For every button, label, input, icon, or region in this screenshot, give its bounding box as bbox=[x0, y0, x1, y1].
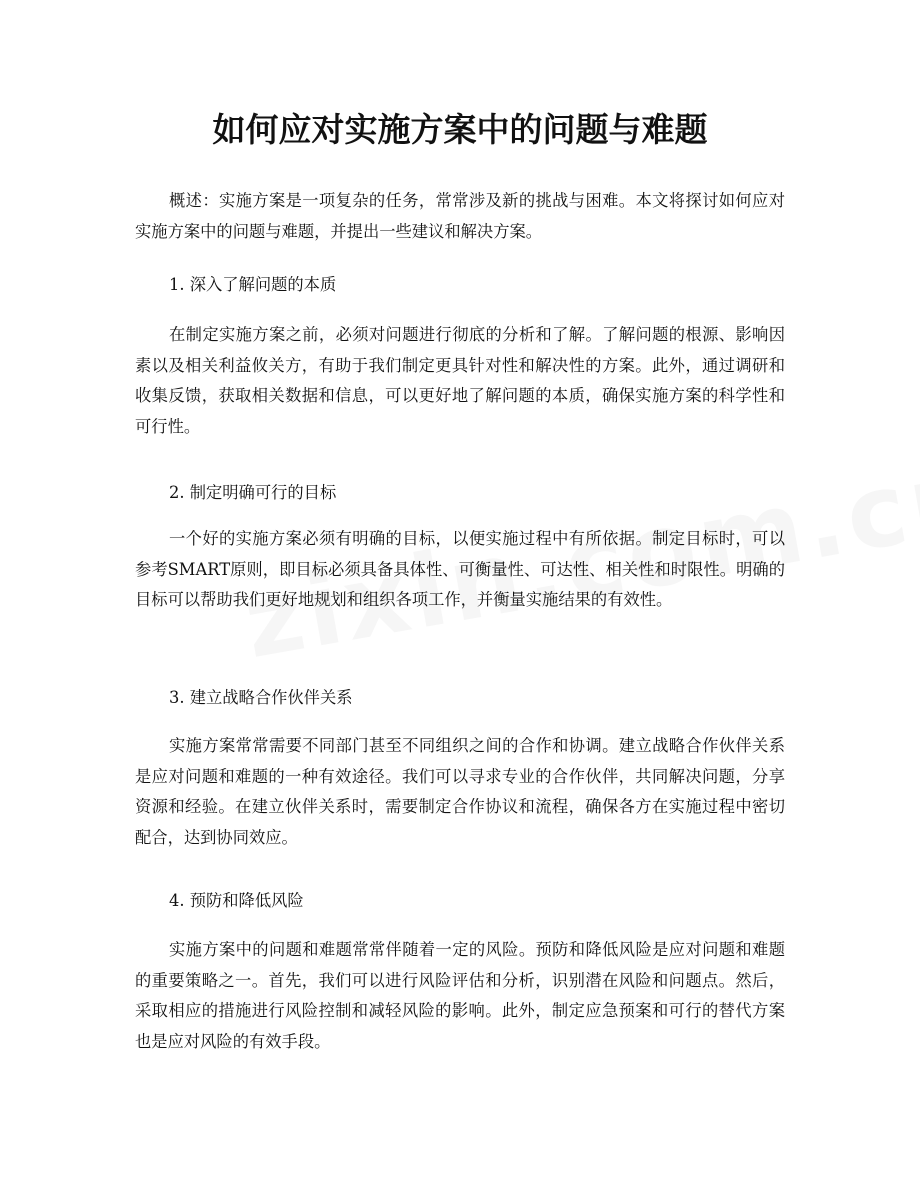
document-title: 如何应对实施方案中的问题与难题 bbox=[212, 110, 708, 149]
section-4-heading: 4. 预防和降低风险 bbox=[169, 891, 304, 910]
section-4-body: 实施方案中的问题和难题常常伴随着一定的风险。预防和降低风险是应对问题和难题的重要策略之一。首先，我们可以进行风险评估和分析，识别潜在风险和问题点。然后，采取相应的措施进行风险控制和减轻风险的影响。此外，制定应急预案和可行的替代方案也是应对风险的有效手段。 bbox=[135, 940, 785, 1051]
overview-paragraph: 概述：实施方案是一项复杂的任务，常常涉及新的挑战与困难。本文将探讨如何应对实施方案中的问题与难题，并提出一些建议和解决方案。 bbox=[135, 191, 785, 241]
section-3-body: 实施方案常常需要不同部门甚至不同组织之间的合作和协调。建立战略合作伙伴关系是应对问题和难题的一种有效途径。我们可以寻求专业的合作伙伴，共同解决问题，分享资源和经验。在建立伙伴关系时，需要制定合作协议和流程，确保各方在实施过程中密切配合，达到协同效应。 bbox=[135, 736, 785, 847]
section-3-heading: 3. 建立战略合作伙伴关系 bbox=[169, 688, 353, 707]
section-1-heading: 1. 深入了解问题的本质 bbox=[169, 275, 337, 294]
section-2-body: 一个好的实施方案必须有明确的目标，以便实施过程中有所依据。制定目标时，可以参考SMART原则，即目标必须具备具体性、可衡量性、可达性、相关性和时限性。明确的目标可以帮助我们更好地规划和组织各项工作，并衡量实施结果的有效性。 bbox=[135, 529, 785, 609]
section-1-body: 在制定实施方案之前，必须对问题进行彻底的分析和了解。了解问题的根源、影响因素以及相关利益攸关方，有助于我们制定更具针对性和解决性的方案。此外，通过调研和收集反馈，获取相关数据和信息，可以更好地了解问题的本质，确保实施方案的科学性和可行性。 bbox=[135, 325, 785, 436]
section-2-heading: 2. 制定明确可行的目标 bbox=[169, 483, 337, 502]
